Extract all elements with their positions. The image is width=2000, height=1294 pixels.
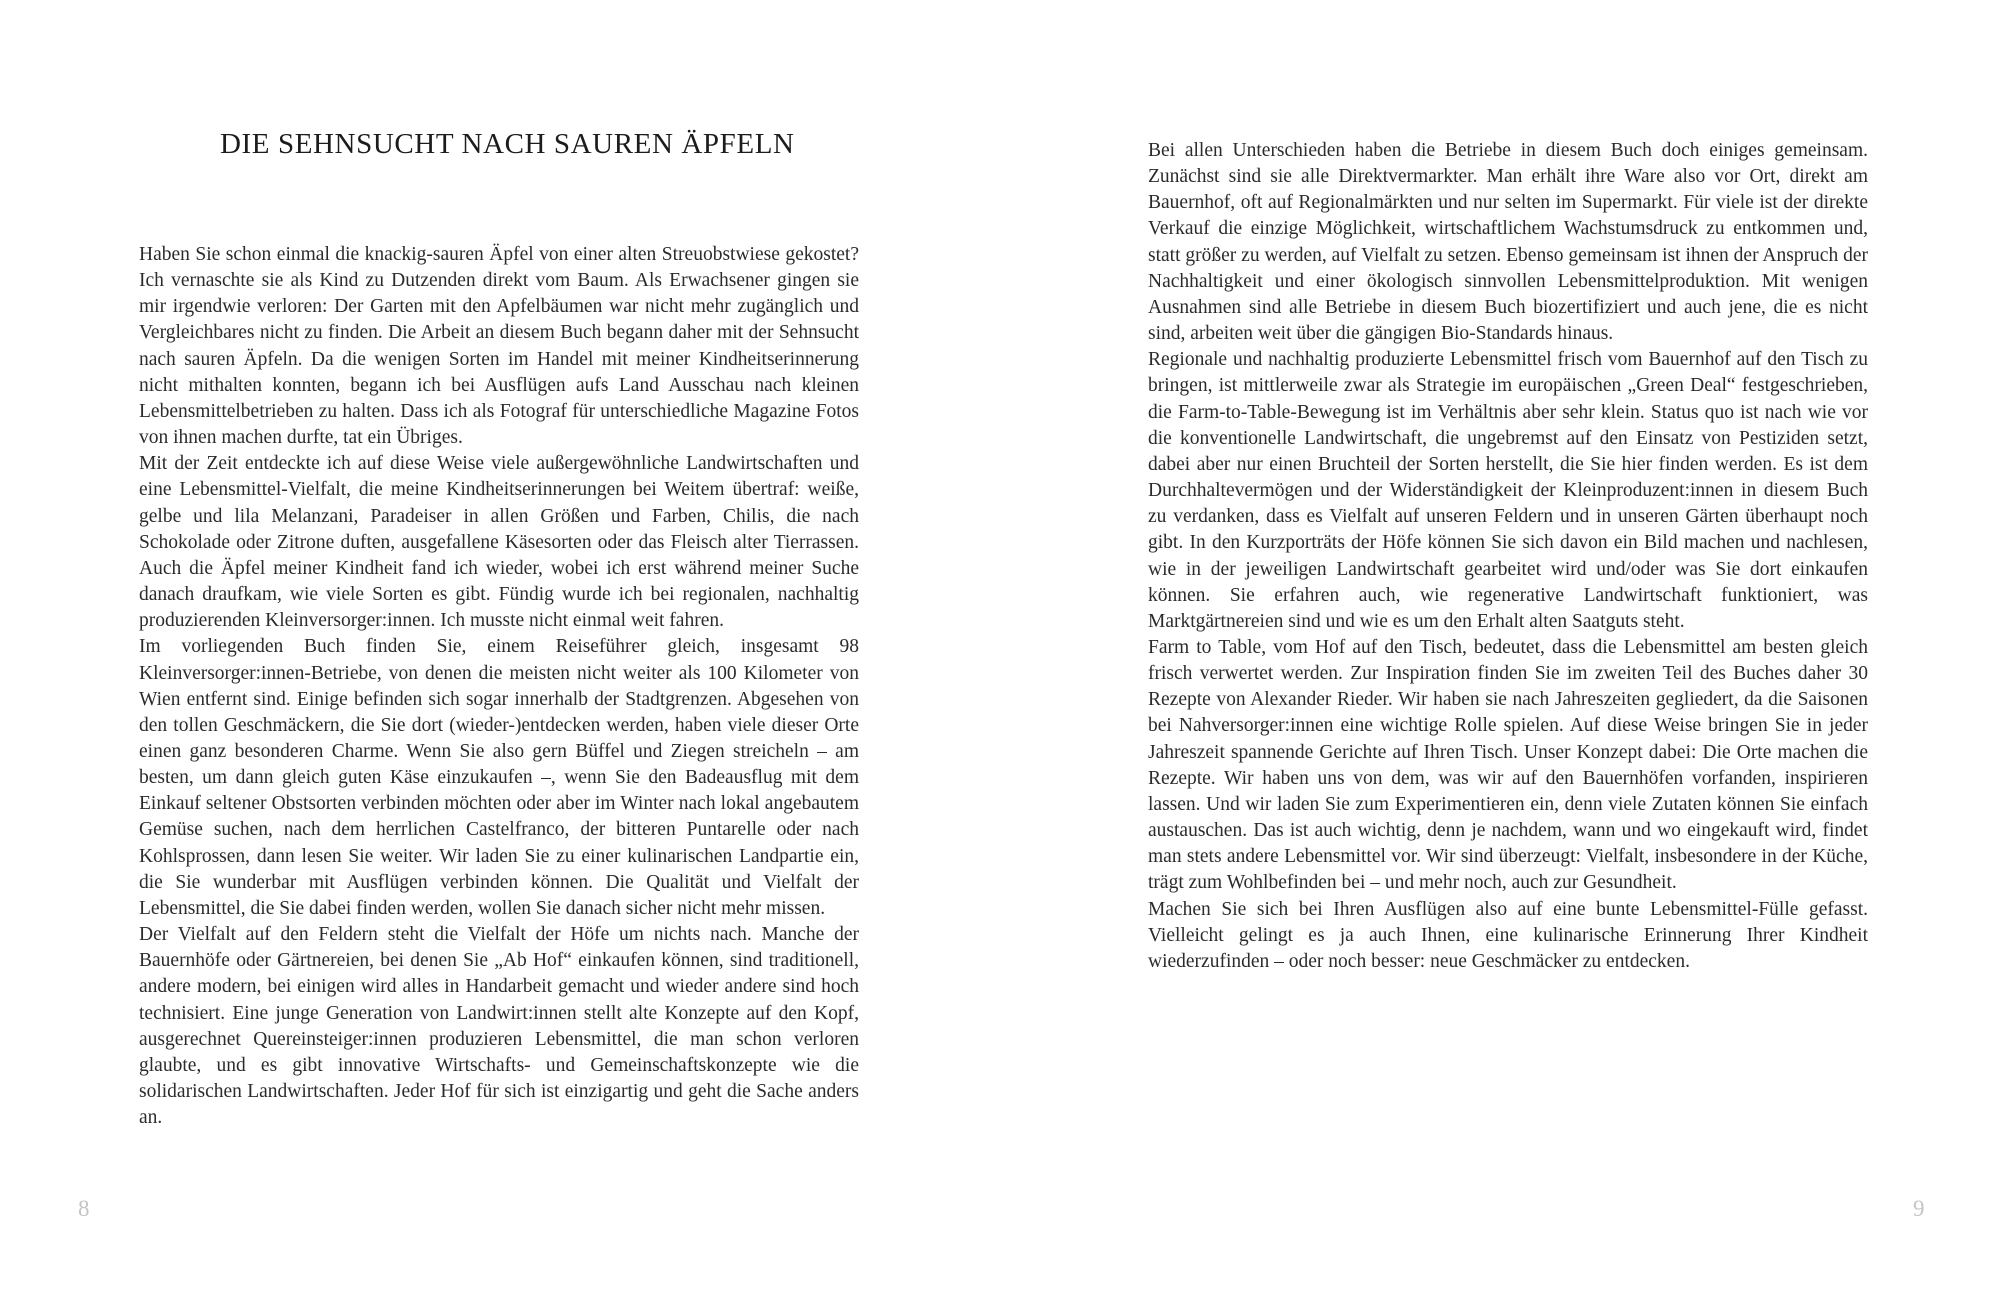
body-paragraph: Bei allen Unterschieden haben die Betriebe in diesem Buch doch einiges gemeinsam. Zunächst sind sie alle Direktvermarkter. Man erhält ihre Ware also vor Ort, direkt am Bauernhof, oft auf Regionalmärkten und nur selten im Supermarkt. Für viele ist der direkte Verkauf die einzige Möglichkeit, wirtschaftlichem Wachstumsdruck zu entkommen und, statt größer zu werden, auf Vielfalt zu setzen. Ebenso gemeinsam ist ihnen der Anspruch der Nachhaltigkeit und einer ökologisch sinnvollen Lebensmittelproduktion. Mit wenigen Ausnahmen sind alle Betriebe in diesem Buch biozertifiziert und auch jene, die es nicht sind, arbeiten weit über die gängigen Bio-Standards hinaus. <box>1148 140 1868 345</box>
body-paragraph: Mit der Zeit entdeckte ich auf diese Weise viele außergewöhnliche Landwirtschaften und eine Lebensmittel-Vielfalt, die meine Kindheitserinnerungen bei Weitem übertraf: weiße, gelbe und lila Melanzani, Paradeiser in allen Größen und Farben, Chilis, die nach Schokolade oder Zitrone duften, ausgefallene Käsesorten oder das Fleisch alter Tierrassen. Auch die Äpfel meiner Kindheit fand ich wieder, wobei ich erst während meiner Suche danach draufkam, wie viele Sorten es gibt. Fündig wurde ich bei regionalen, nachhaltig produzierenden Kleinversorger:innen. Ich musste nicht einmal weit fahren. <box>139 453 859 632</box>
body-paragraph: Regionale und nachhaltig produzierte Lebensmittel frisch vom Bauernhof auf den Tisch zu bringen, ist mittlerweile zwar als Strategie im europäischen „Green Deal“ festgeschrieben, die Farm-to-Table-Bewegung ist im Verhältnis aber sehr klein. Status quo ist nach wie vor die konventionelle Landwirtschaft, die ungebremst auf den Einsatz von Pestiziden setzt, dabei aber nur einen Bruchteil der Sorten herstellt, die Sie hier finden werden. Es ist dem Durchhaltevermögen und der Widerständigkeit der Kleinproduzent:innen in diesem Buch zu verdanken, dass es Vielfalt auf unseren Feldern und in unseren Gärten überhaupt noch gibt. In den Kurzporträts der Höfe können Sie sich davon ein Bild machen und nachlesen, wie in der jeweiligen Landwirtschaft gearbeitet wird und/oder was Sie dort einkaufen können. Sie erfahren auch, wie regenerative Landwirtschaft funktioniert, was Marktgärtnereien sind und wie es um den Erhalt alten Saatguts steht. <box>1148 349 1868 632</box>
page-number-left: 8 <box>78 1196 90 1221</box>
right-text-column <box>1148 138 1868 975</box>
chapter-heading: DIE SEHNSUCHT NACH SAUREN ÄPFELN <box>220 128 795 160</box>
body-paragraph: Farm to Table, vom Hof auf den Tisch, bedeutet, dass die Lebensmittel am besten gleich frisch verwertet werden. Zur Inspiration finden Sie im zweiten Teil des Buches daher 30 Rezepte von Alexander Rieder. Wir haben sie nach Jahreszeiten gegliedert, da die Saisonen bei Nahversorger:innen eine wichtige Rolle spielen. Auf diese Weise bringen Sie in jeder Jahreszeit spannende Gerichte auf Ihren Tisch. Unser Konzept dabei: Die Orte machen die Rezepte. Wir haben uns von dem, was wir auf den Bauernhöfen vorfanden, inspirieren lassen. Und wir laden Sie zum Experimentieren ein, denn viele Zutaten können Sie einfach austauschen. Das ist auch wichtig, denn je nachdem, wann und wo eingekauft wird, findet man stets andere Lebensmittel vor. Wir sind überzeugt: Vielfalt, insbesondere in der Küche, trägt zum Wohlbefinden bei – und mehr noch, auch zur Gesundheit. <box>1148 636 1868 894</box>
page-number-right: 9 <box>1913 1196 1925 1221</box>
left-text-column <box>139 242 859 1131</box>
right-page <box>1000 0 2000 1294</box>
body-paragraph: Im vorliegenden Buch finden Sie, einem Reiseführer gleich, insgesamt 98 Kleinversorger:innen-Betriebe, von denen die meisten nicht weiter als 100 Kilometer von Wien entfernt sind. Einige befinden sich sogar innerhalb der Stadtgrenzen. Abgesehen von den tollen Geschmäckern, die Sie dort (wieder-)entdecken werden, haben viele dieser Orte einen ganz besonderen Charme. Wenn Sie also gern Büffel und Ziegen streicheln – am besten, um dann gleich guten Käse einzukaufen –, wenn Sie den Badeausflug mit dem Einkauf seltener Obstsorten verbinden möchten oder aber im Winter nach lokal angebautem Gemüse suchen, nach dem herrlichen Castelfranco, der bitteren Puntarelle oder nach Kohlsprossen, dann lesen Sie weiter. Wir laden Sie zu einer kulinarischen Landpartie ein, die Sie wunderbar mit Ausflügen verbinden können. Die Qualität und Vielfalt der Lebensmittel, die Sie dabei finden werden, wollen Sie danach sicher nicht mehr missen. <box>139 636 859 919</box>
body-paragraph: Machen Sie sich bei Ihren Ausflügen also auf eine bunte Lebensmittel-Fülle gefasst. Vielleicht gelingt es ja auch Ihnen, eine kulinarische Erinnerung Ihrer Kindheit wiederzufinden – oder noch besser: neue Geschmäcker zu entdecken. <box>1148 898 1868 972</box>
body-paragraph: Haben Sie schon einmal die knackig-sauren Äpfel von einer alten Streuobstwiese gekostet? Ich vernaschte sie als Kind zu Dutzenden direkt vom Baum. Als Erwachsener gingen sie mir irgendwie verloren: Der Garten mit den Apfelbäumen war nicht mehr zugänglich und Vergleichbares nicht zu finden. Die Arbeit an diesem Buch begann daher mit der Sehnsucht nach sauren Äpfeln. Da die wenigen Sorten im Handel mit meiner Kindheitserinnerung nicht mithalten konnten, begann ich bei Ausflügen aufs Land Ausschau nach kleinen Lebensmittelbetrieben zu halten. Dass ich als Fotograf für unterschiedliche Magazine Fotos von ihnen machen durfte, tat ein Übriges. <box>139 244 859 449</box>
body-paragraph: Der Vielfalt auf den Feldern steht die Vielfalt der Höfe um nichts nach. Manche der Bauernhöfe oder Gärtnereien, bei denen Sie „Ab Hof“ einkaufen können, sind traditionell, andere modern, bei einigen wird alles in Handarbeit gemacht und wieder andere sind hoch technisiert. Eine junge Generation von Landwirt:innen stellt alte Konzepte auf den Kopf, ausgerechnet Quereinsteiger:innen produzieren Lebensmittel, die man schon verloren glaubte, und es gibt innovative Wirtschafts- und Gemeinschaftskonzepte wie die solidarischen Landwirtschaften. Jeder Hof für sich ist einzigartig und geht die Sache anders an. <box>139 924 859 1129</box>
